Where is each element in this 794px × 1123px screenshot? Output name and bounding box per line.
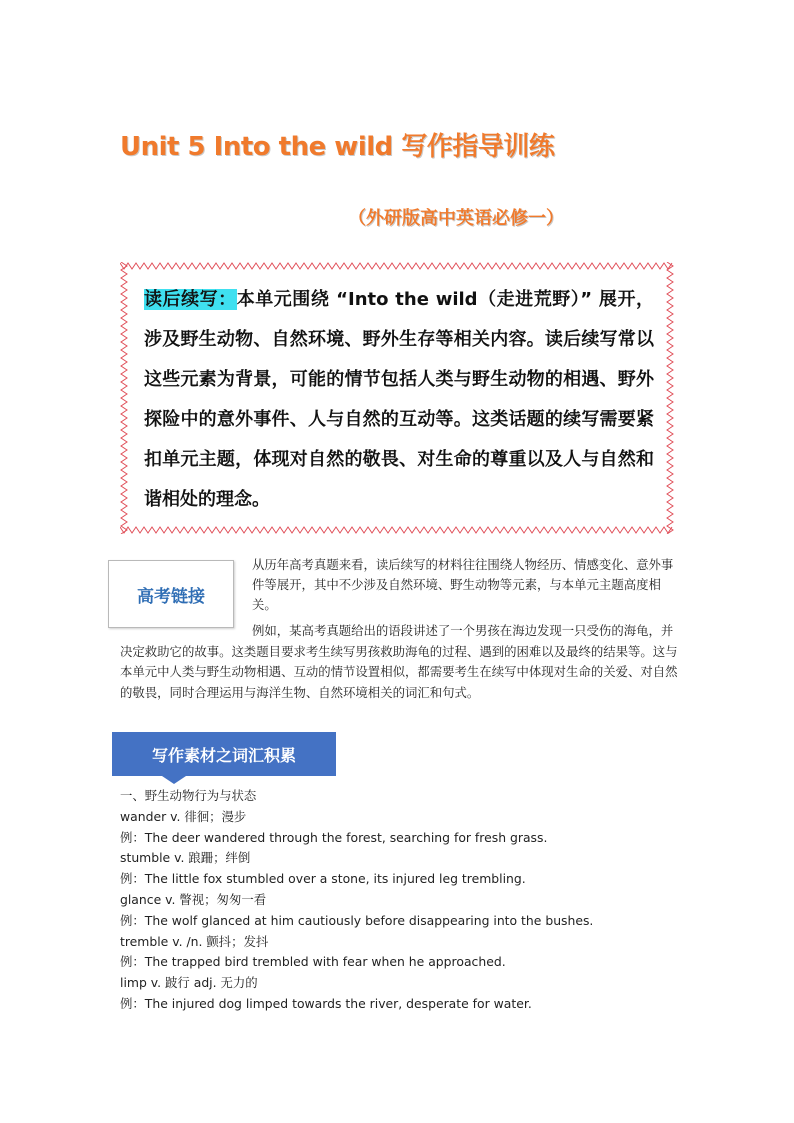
vocab-word: stumble v. 踉跚；绊倒 — [120, 850, 251, 866]
gaokao-link-box — [108, 560, 234, 628]
vocab-word: glance v. 瞥视；匆匆一看 — [120, 891, 267, 907]
intro-label: 读后续写： — [144, 289, 237, 310]
section-banner — [112, 732, 336, 776]
vocab-word: tremble v. /n. 颤抖；发抖 — [120, 933, 269, 949]
banner-label: 写作素材之词汇积累 — [151, 745, 296, 765]
vocab-example: 例：The little fox stumbled over a stone, its injured leg trembling. — [120, 871, 526, 887]
vocab-heading: 一、野生动物行为与状态 — [120, 788, 257, 803]
gaokao-paragraph-2: 例如，某高考真题给出的语段讲述了一个男孩在海边发现一只受伤的海龟，并决定救助它的故事。这类题目要求考生续写男孩救助海龟的过程、遇到的困难以及最终的结果等。这与本单元中人类与野生动物相遇、互动的情节设置相似，都需要考生在续写中体现对生命的关爱、对自然的敬畏，同时合理运用与海洋生物、自然环境相关的词汇和句式。 — [120, 623, 678, 700]
vocab-list — [120, 786, 700, 1015]
vocab-example: 例：The wolf glanced at him cautiously before disappearing into the bushes. — [120, 912, 594, 928]
intro-box — [120, 262, 674, 534]
vocab-example: 例：The trapped bird trembled with fear when he approached. — [120, 954, 506, 970]
document-title: Unit 5 Into the wild 写作指导训练 — [120, 132, 555, 162]
document-subtitle: （外研版高中英语必修一） — [348, 208, 564, 229]
vocab-example: 例：The deer wandered through the forest, searching for fresh grass. — [120, 829, 548, 845]
gaokao-paragraph-1: 从历年高考真题来看，读后续写的材料往往围绕人物经历、情感变化、意外事件等展开，其中不少涉及自然环境、野生动物等元素，与本单元主题高度相关。 — [252, 557, 674, 612]
vocab-word: limp v. 跛行 adj. 无力的 — [120, 975, 258, 991]
gaokao-link-label: 高考链接 — [137, 586, 205, 607]
intro-body: 本单元围绕 “Into the wild（走进荒野）” 展开，涉及野生动物、自然环境、野外生存等相关内容。读后续写常以这些元素为背景，可能的情节包括人类与野生动物的相遇、野外探险中的意外事件、人与自然的互动等。这类话题的续写需要紧扣单元主题，体现对自然的敬畏、对生命的尊重以及人与自然和谐相处的理念。 — [144, 289, 654, 510]
vocab-word: wander v. 徘徊；漫步 — [120, 808, 247, 824]
intro-paragraph — [144, 280, 654, 520]
vocab-example: 例：The injured dog limped towards the river, desperate for water. — [120, 995, 532, 1011]
